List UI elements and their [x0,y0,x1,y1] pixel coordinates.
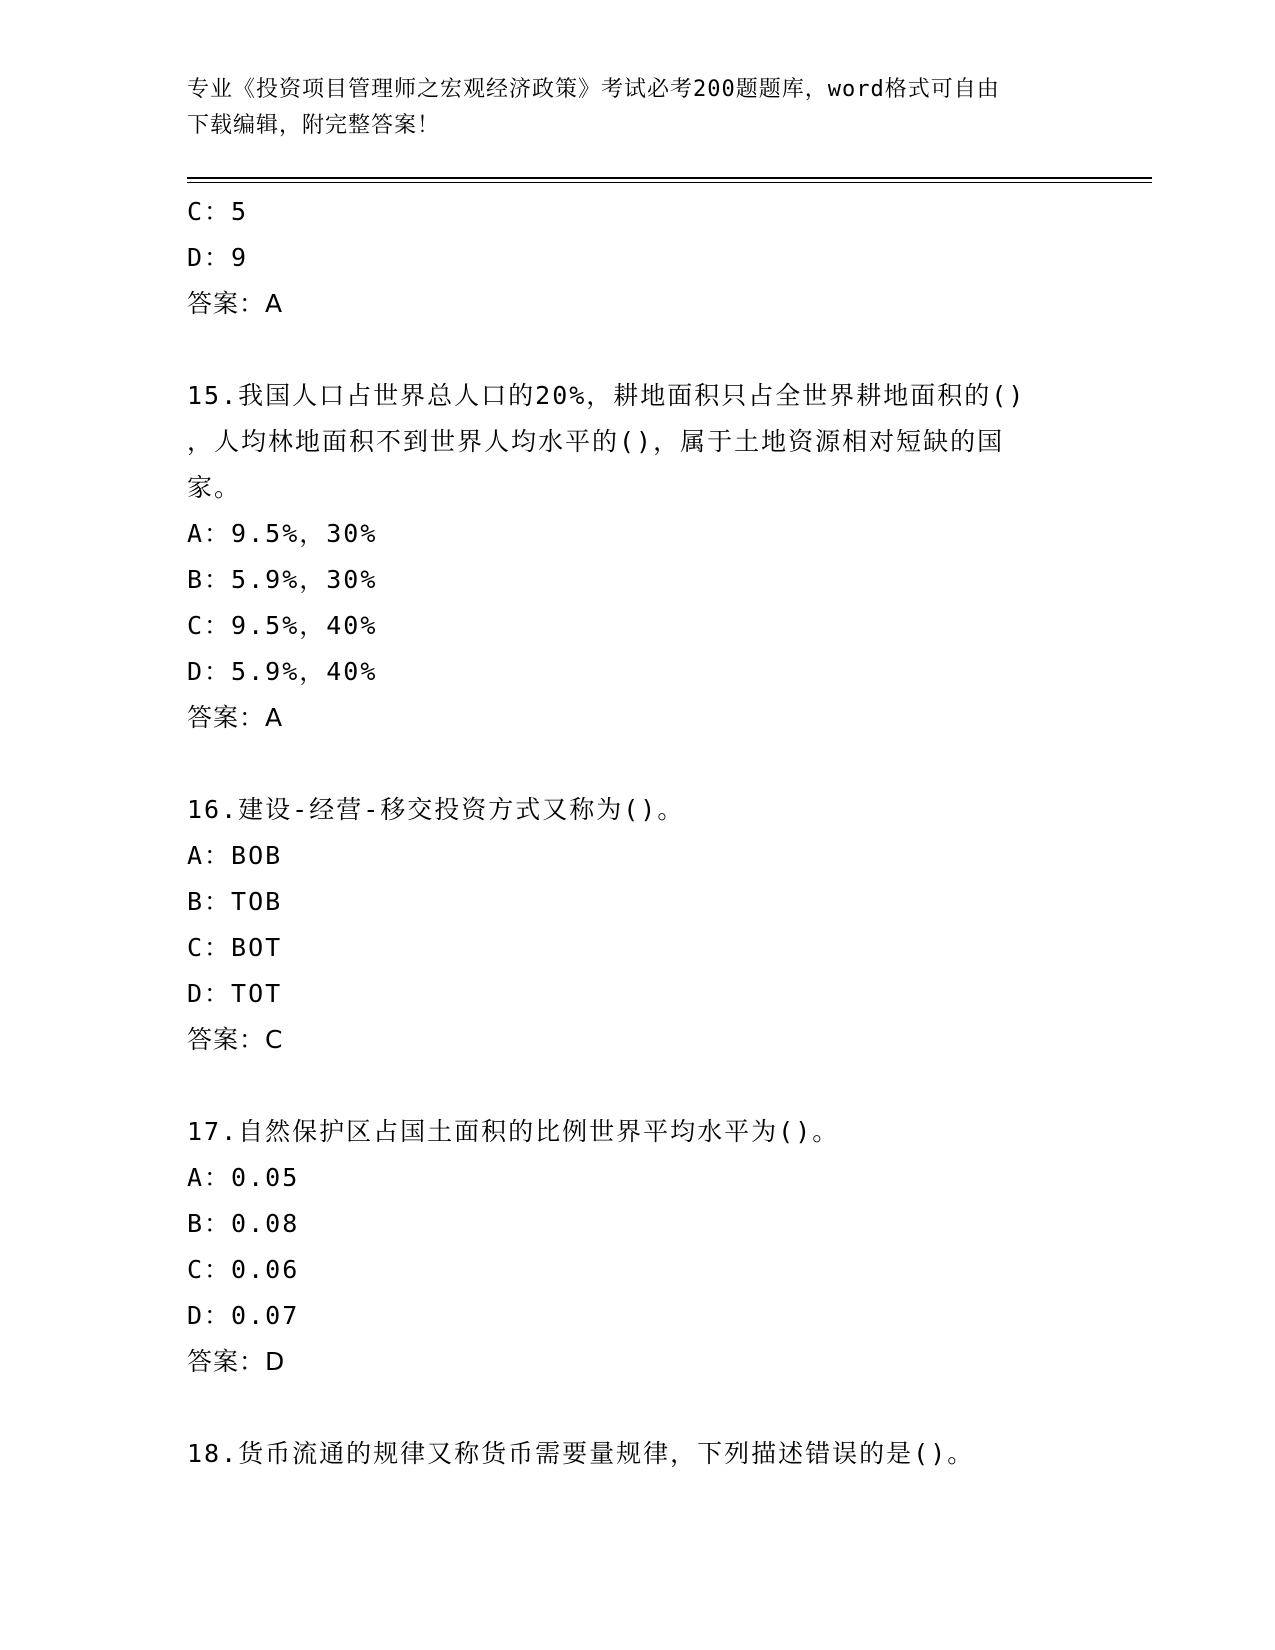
option-b: B：TOB [187,887,283,916]
answer-label: 答案：A [187,703,284,732]
document-header [187,72,1087,144]
question-14-tail [187,189,1087,327]
question-text-line: ，人均林地面积不到世界人均水平的()，属于土地资源相对短缺的国 [187,427,1005,456]
question-16 [187,787,1087,1063]
option-c: C：BOT [187,933,283,962]
question-text-line: 家。 [187,473,242,502]
question-18 [187,1431,1087,1477]
question-text-line: 15.我国人口占世界总人口的20%，耕地面积只占全世界耕地面积的() [187,381,1026,410]
option-a: A：9.5%，30% [187,519,378,548]
answer-label: 答案：C [187,1025,284,1054]
option-a: A：BOB [187,841,283,870]
option-a: A：0.05 [187,1163,300,1192]
header-line-2: 下载编辑，附完整答案！ [187,113,441,138]
option-b: B：5.9%，30% [187,565,378,594]
option-d: D：9 [187,243,249,272]
option-d: D：TOT [187,979,283,1008]
spacer [187,1385,1087,1431]
option-b: B：0.08 [187,1209,300,1238]
answer-label: 答案：A [187,289,284,318]
question-text-line: 17.自然保护区占国土面积的比例世界平均水平为()。 [187,1117,840,1146]
option-c: C：5 [187,197,249,226]
header-line-1: 专业《投资项目管理师之宏观经济政策》考试必考200题题库，word格式可自由 [187,77,1000,102]
question-15 [187,373,1087,741]
spacer [187,1063,1087,1109]
option-c: C：9.5%，40% [187,611,378,640]
option-d: D：0.07 [187,1301,300,1330]
question-17 [187,1109,1087,1385]
spacer [187,741,1087,787]
spacer [187,327,1087,373]
answer-label: 答案：D [187,1347,286,1376]
header-divider-thick [187,177,1152,179]
question-list [187,189,1087,1477]
question-text-line: 18.货币流通的规律又称货币需要量规律，下列描述错误的是()。 [187,1439,975,1468]
question-text-line: 16.建设-经营-移交投资方式又称为()。 [187,795,685,824]
option-c: C：0.06 [187,1255,300,1284]
header-divider-thin [187,182,1152,183]
option-d: D：5.9%，40% [187,657,378,686]
